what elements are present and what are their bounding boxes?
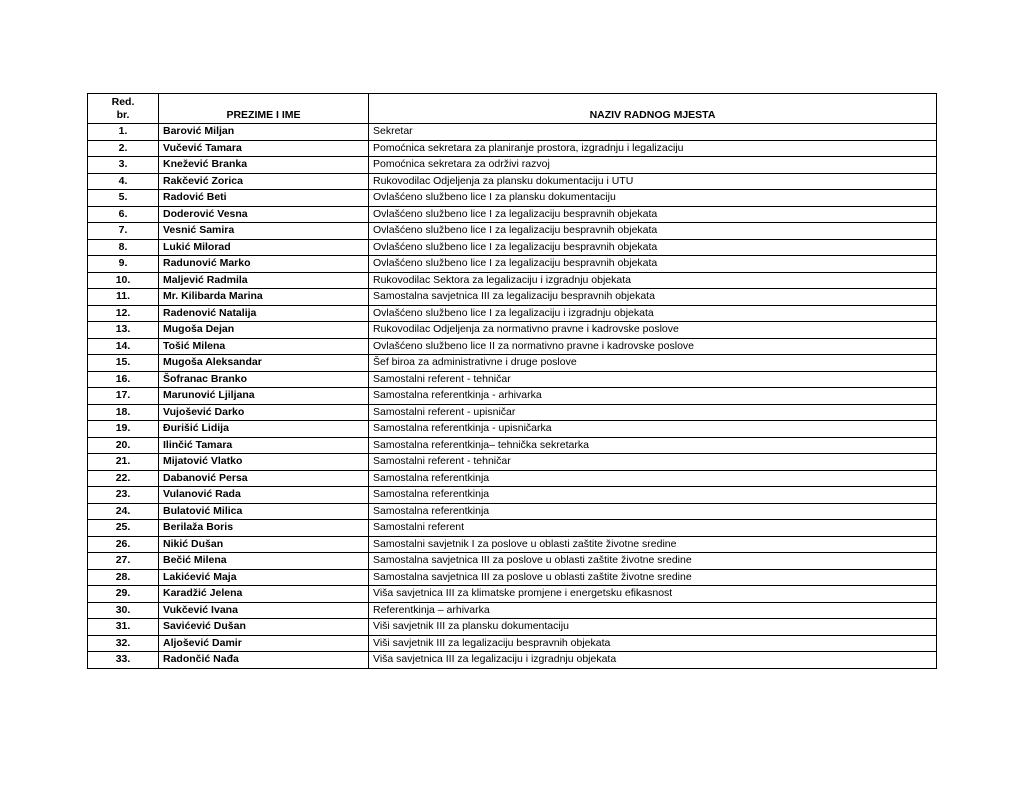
- position-title: Sekretar: [369, 124, 937, 141]
- employee-name: Aljošević Damir: [159, 635, 369, 652]
- table-row: [88, 223, 937, 240]
- table-row: [88, 157, 937, 174]
- row-number: 27.: [88, 553, 159, 570]
- table-row: [88, 437, 937, 454]
- row-number: 18.: [88, 404, 159, 421]
- position-title: Samostalna savjetnica III za poslove u oblasti zaštite životne sredine: [369, 569, 937, 586]
- employee-name: Šofranac Branko: [159, 371, 369, 388]
- employee-name: Rakčević Zorica: [159, 173, 369, 190]
- row-number: 23.: [88, 487, 159, 504]
- table-row: [88, 404, 937, 421]
- table-row: [88, 338, 937, 355]
- position-title: Ovlašćeno službeno lice I za legalizaciju bespravnih objekata: [369, 256, 937, 273]
- employee-name: Ilinčić Tamara: [159, 437, 369, 454]
- employee-name: Knežević Branka: [159, 157, 369, 174]
- row-number: 17.: [88, 388, 159, 405]
- table-row: [88, 503, 937, 520]
- table-row: [88, 173, 937, 190]
- position-title: Samostalna referentkinja: [369, 487, 937, 504]
- row-number: 28.: [88, 569, 159, 586]
- row-number: 19.: [88, 421, 159, 438]
- employee-name: Berilaža Boris: [159, 520, 369, 537]
- staff-table: [87, 93, 937, 669]
- employee-name: Lukić Milorad: [159, 239, 369, 256]
- position-title: Samostalna savjetnica III za legalizaciju bespravnih objekata: [369, 289, 937, 306]
- position-title: Pomoćnica sekretara za održivi razvoj: [369, 157, 937, 174]
- table-body: [88, 124, 937, 669]
- employee-name: Vulanović Rada: [159, 487, 369, 504]
- employee-name: Barović Miljan: [159, 124, 369, 141]
- employee-name: Mugoša Dejan: [159, 322, 369, 339]
- row-number: 9.: [88, 256, 159, 273]
- position-title: Samostalni referent - upisničar: [369, 404, 937, 421]
- header-number: [88, 94, 159, 124]
- position-title: Ovlašćeno službeno lice I za legalizaciju i izgradnju objekata: [369, 305, 937, 322]
- table-row: [88, 371, 937, 388]
- row-number: 5.: [88, 190, 159, 207]
- table-row: [88, 487, 937, 504]
- employee-name: Radović Beti: [159, 190, 369, 207]
- row-number: 24.: [88, 503, 159, 520]
- employee-name: Radunović Marko: [159, 256, 369, 273]
- row-number: 12.: [88, 305, 159, 322]
- header-number-line2: br.: [116, 109, 130, 121]
- position-title: Samostalna referentkinja– tehnička sekretarka: [369, 437, 937, 454]
- employee-name: Vučević Tamara: [159, 140, 369, 157]
- employee-name: Mr. Kilibarda Marina: [159, 289, 369, 306]
- position-title: Samostalna referentkinja: [369, 470, 937, 487]
- row-number: 7.: [88, 223, 159, 240]
- table-row: [88, 289, 937, 306]
- table-row: [88, 652, 937, 669]
- position-title: Samostalna referentkinja - arhivarka: [369, 388, 937, 405]
- employee-name: Vujošević Darko: [159, 404, 369, 421]
- position-title: Rukovodilac Odjeljenja za normativno pravne i kadrovske poslove: [369, 322, 937, 339]
- employee-name: Radenović Natalija: [159, 305, 369, 322]
- position-title: Viša savjetnica III za klimatske promjene i energetsku efikasnost: [369, 586, 937, 603]
- employee-name: Bečić Milena: [159, 553, 369, 570]
- position-title: Samostalni savjetnik I za poslove u oblasti zaštite životne sredine: [369, 536, 937, 553]
- row-number: 13.: [88, 322, 159, 339]
- position-title: Viša savjetnica III za legalizaciju i izgradnju objekata: [369, 652, 937, 669]
- row-number: 1.: [88, 124, 159, 141]
- table-row: [88, 454, 937, 471]
- table-row: [88, 569, 937, 586]
- employee-name: Radončić Nađa: [159, 652, 369, 669]
- employee-name: Maljević Radmila: [159, 272, 369, 289]
- header-number-line1: Red.: [111, 96, 135, 108]
- table-row: [88, 470, 937, 487]
- row-number: 11.: [88, 289, 159, 306]
- position-title: Samostalna referentkinja: [369, 503, 937, 520]
- row-number: 16.: [88, 371, 159, 388]
- table-row: [88, 239, 937, 256]
- table-row: [88, 520, 937, 537]
- row-number: 21.: [88, 454, 159, 471]
- header-position: NAZIV RADNOG MJESTA: [369, 94, 937, 124]
- employee-name: Doderović Vesna: [159, 206, 369, 223]
- position-title: Šef biroa za administrativne i druge poslove: [369, 355, 937, 372]
- employee-name: Mugoša Aleksandar: [159, 355, 369, 372]
- employee-name: Bulatović Milica: [159, 503, 369, 520]
- employee-name: Lakićević Maja: [159, 569, 369, 586]
- employee-name: Tošić Milena: [159, 338, 369, 355]
- employee-name: Mijatović Vlatko: [159, 454, 369, 471]
- row-number: 8.: [88, 239, 159, 256]
- table-row: [88, 553, 937, 570]
- table-row: [88, 619, 937, 636]
- row-number: 6.: [88, 206, 159, 223]
- row-number: 20.: [88, 437, 159, 454]
- employee-name: Nikić Dušan: [159, 536, 369, 553]
- row-number: 33.: [88, 652, 159, 669]
- table-row: [88, 421, 937, 438]
- table-row: [88, 536, 937, 553]
- position-title: Viši savjetnik III za plansku dokumentaciju: [369, 619, 937, 636]
- position-title: Samostalni referent - tehničar: [369, 454, 937, 471]
- position-title: Ovlašćeno službeno lice I za plansku dokumentaciju: [369, 190, 937, 207]
- position-title: Rukovodilac Odjeljenja za plansku dokumentaciju i UTU: [369, 173, 937, 190]
- table-row: [88, 256, 937, 273]
- employee-name: Karadžić Jelena: [159, 586, 369, 603]
- row-number: 31.: [88, 619, 159, 636]
- row-number: 30.: [88, 602, 159, 619]
- position-title: Referentkinja – arhivarka: [369, 602, 937, 619]
- row-number: 22.: [88, 470, 159, 487]
- employee-name: Vesnić Samira: [159, 223, 369, 240]
- position-title: Pomoćnica sekretara za planiranje prostora, izgradnju i legalizaciju: [369, 140, 937, 157]
- table-row: [88, 322, 937, 339]
- table-row: [88, 305, 937, 322]
- table-row: [88, 586, 937, 603]
- position-title: Rukovodilac Sektora za legalizaciju i izgradnju objekata: [369, 272, 937, 289]
- row-number: 29.: [88, 586, 159, 603]
- row-number: 32.: [88, 635, 159, 652]
- table-row: [88, 124, 937, 141]
- table-row: [88, 355, 937, 372]
- row-number: 4.: [88, 173, 159, 190]
- employee-name: Dabanović Persa: [159, 470, 369, 487]
- position-title: Samostalna referentkinja - upisničarka: [369, 421, 937, 438]
- header-name: PREZIME I IME: [159, 94, 369, 124]
- row-number: 10.: [88, 272, 159, 289]
- row-number: 14.: [88, 338, 159, 355]
- position-title: Ovlašćeno službeno lice I za legalizaciju bespravnih objekata: [369, 206, 937, 223]
- row-number: 3.: [88, 157, 159, 174]
- employee-name: Vukčević Ivana: [159, 602, 369, 619]
- header-row: [88, 94, 937, 124]
- table-row: [88, 140, 937, 157]
- row-number: 25.: [88, 520, 159, 537]
- table-header: [88, 94, 937, 124]
- table-row: [88, 602, 937, 619]
- position-title: Ovlašćeno službeno lice I za legalizaciju bespravnih objekata: [369, 239, 937, 256]
- position-title: Samostalni referent - tehničar: [369, 371, 937, 388]
- table-row: [88, 206, 937, 223]
- table-row: [88, 635, 937, 652]
- row-number: 26.: [88, 536, 159, 553]
- table-row: [88, 388, 937, 405]
- position-title: Ovlašćeno službeno lice I za legalizaciju bespravnih objekata: [369, 223, 937, 240]
- position-title: Samostalni referent: [369, 520, 937, 537]
- employee-name: Savićević Dušan: [159, 619, 369, 636]
- table-row: [88, 190, 937, 207]
- position-title: Samostalna savjetnica III za poslove u oblasti zaštite životne sredine: [369, 553, 937, 570]
- position-title: Viši savjetnik III za legalizaciju bespravnih objekata: [369, 635, 937, 652]
- employee-name: Marunović Ljiljana: [159, 388, 369, 405]
- row-number: 15.: [88, 355, 159, 372]
- employee-name: Đurišić Lidija: [159, 421, 369, 438]
- position-title: Ovlašćeno službeno lice II za normativno pravne i kadrovske poslove: [369, 338, 937, 355]
- table-row: [88, 272, 937, 289]
- row-number: 2.: [88, 140, 159, 157]
